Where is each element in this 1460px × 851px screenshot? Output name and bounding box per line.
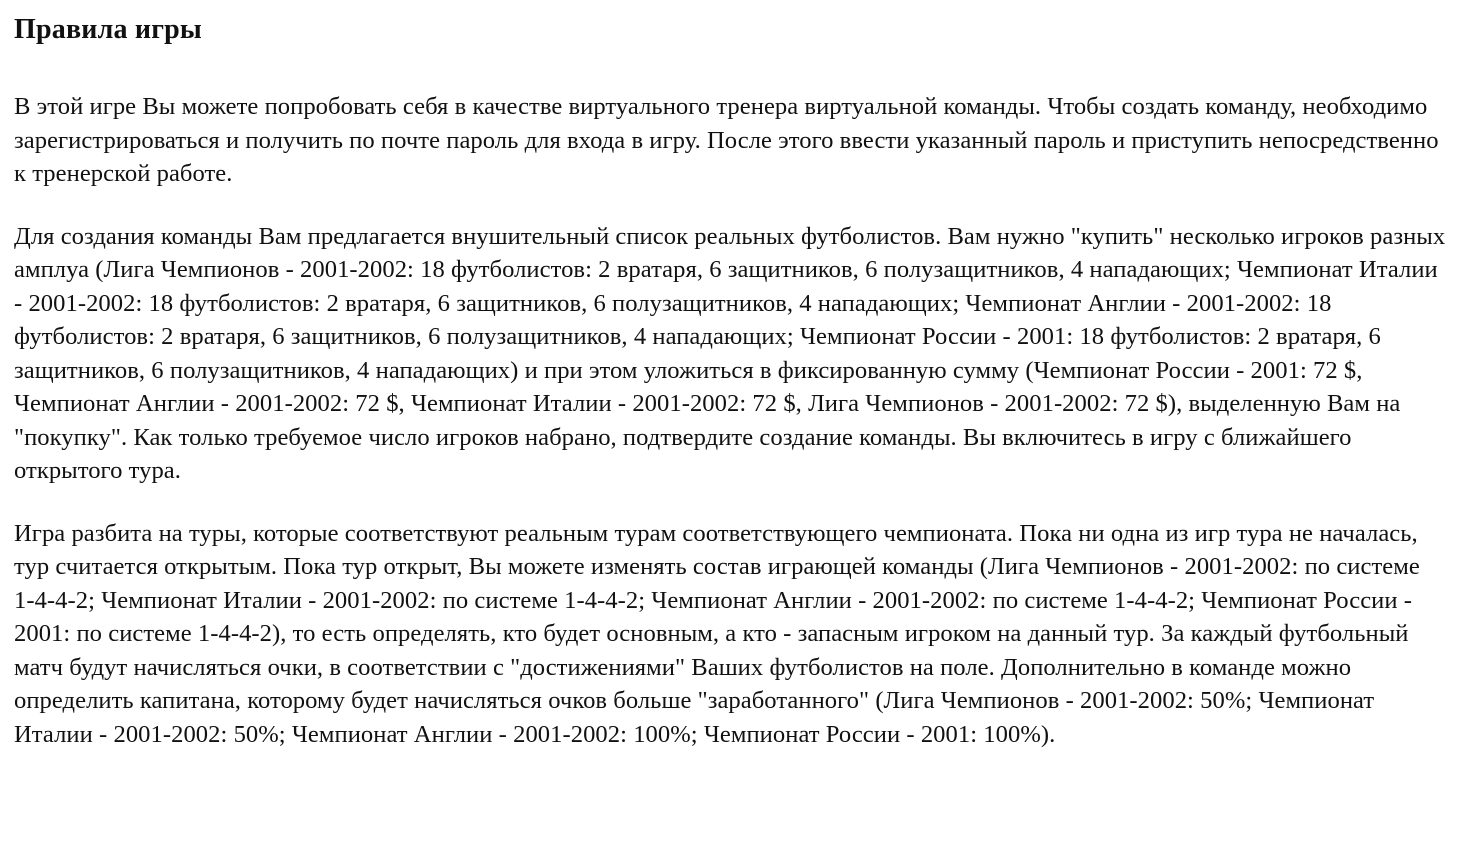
page-title: Правила игры (14, 14, 202, 45)
rules-paragraph-rounds: Игра разбита на туры, которые соответствуют реальным турам соответствующего чемпионата. Пока ни одна из игр тура не началась, тур считается открытым. Пока тур открыт, Вы можете изменять состав играющей команды (Лига Чемпионов - 2001-2002: по системе 1-4-4-2; Чемпионат Италии - 2001-2002: по системе 1-4-4-2; Чемпионат Англии - 2001-2002: по системе 1-4-4-2; Чемпионат России - 2001: по системе 1-4-4-2), то есть определять, кто будет основным, а кто - запасным игроком на данный тур. За каждый футбольный матч будут начисляться очки, в соответствии с "достижениями" Ваших футболистов на поле. Дополнительно в команде можно определить капитана, которому будет начисляться очков больше "заработанного" (Лига Чемпионов - 2001-2002: 50%; Чемпионат Италии - 2001-2002: 50%; Чемпионат Англии - 2001-2002: 100%; Чемпионат России - 2001: 100%). (14, 519, 1420, 748)
paragraph-spacer (14, 488, 1446, 517)
rules-paragraph-intro: В этой игре Вы можете попробовать себя в качестве виртуального тренера виртуальной команды. Чтобы создать команду, необходимо зарегистрироваться и получить по почте пароль для входа в игру. После этого ввести указанный пароль и приступить непосредственно к тренерской работе. (14, 93, 1439, 187)
paragraph-spacer (14, 191, 1446, 220)
rules-paragraph-team-creation: Для создания команды Вам предлагается внушительный список реальных футболистов. Вам нужно "купить" несколько игроков разных амплуа (Лига Чемпионов - 2001-2002: 18 футболистов: 2 вратаря, 6 защитников, 6 полузащитников, 4 нападающих; Чемпионат Италии - 2001-2002: 18 футболистов: 2 вратаря, 6 защитников, 6 полузащитников, 4 нападающих; Чемпионат Англии - 2001-2002: 18 футболистов: 2 вратаря, 6 защитников, 6 полузащитников, 4 нападающих; Чемпионат России - 2001: 18 футболистов: 2 вратаря, 6 защитников, 6 полузащитников, 4 нападающих) и при этом уложиться в фиксированную сумму (Чемпионат России - 2001: 72 $, Чемпионат Англии - 2001-2002: 72 $, Чемпионат Италии - 2001-2002: 72 $, Лига Чемпионов - 2001-2002: 72 $), выделенную Вам на "покупку". Как только требуемое число игроков набрано, подтвердите создание команды. Вы включитесь в игру с ближайшего открытого тура. (14, 222, 1446, 484)
